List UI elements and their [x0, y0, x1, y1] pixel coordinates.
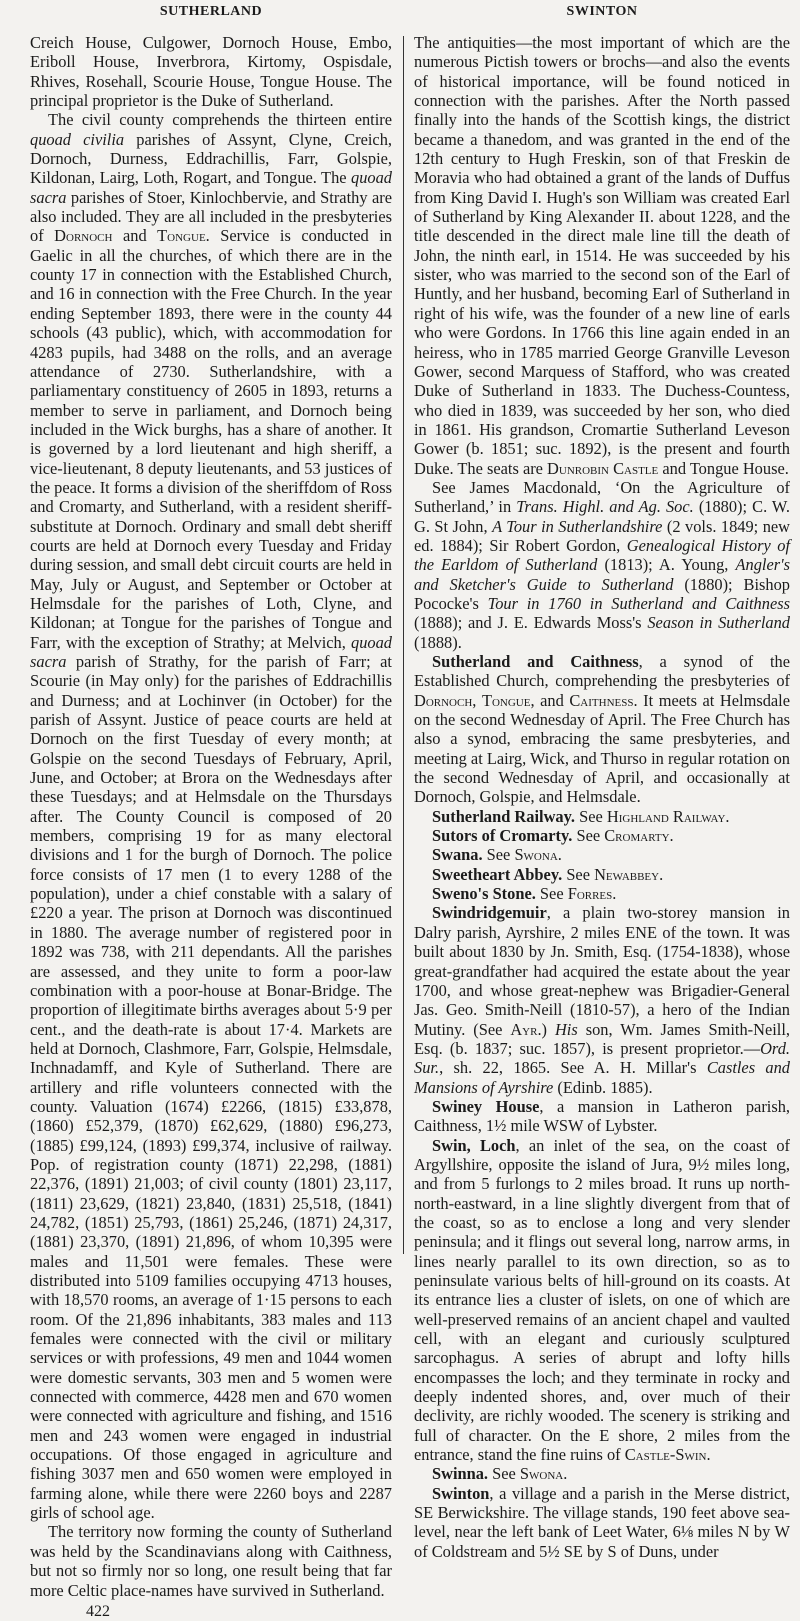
right-column-wrapper [414, 33, 790, 1561]
paragraph [414, 652, 790, 807]
small-caps-text: Newabbey [594, 864, 660, 884]
italic-text: Castles and Mansions of Ayrshire [414, 1058, 790, 1097]
paragraph [414, 884, 790, 903]
entry-headword: Sweno's Stone. [432, 884, 536, 904]
small-caps-text: Dunrobin Castle [547, 458, 659, 478]
small-caps-text: Swona [514, 845, 558, 865]
text-run: See [482, 845, 515, 865]
small-caps-text: Forres [567, 884, 613, 904]
left-column [30, 33, 392, 1600]
text-run: . [706, 1445, 711, 1465]
entry-headword: Swindridgemuir [432, 903, 547, 923]
paragraph [30, 1522, 392, 1599]
text-run: (Edinb. 1885). [553, 1077, 653, 1097]
text-run: See [535, 884, 568, 904]
text-run: The antiquities—the most important of which are the numerous Pictish towers or brochs—and also the events of historical importance, will be found noticed in connection with the parishes. After the North passed finally into the hands of the Scottish kings, the district became a thanedom, and was granted in the end of the 12th century to Hugh Freskin, son of that Freskin de Moravia who had obtained a grant of the lands of Duffus from King David I. Hugh's son William was created Earl of Sutherland by King Alexander II. about 1228, and the title descended in the direct male line till the death of John, the ninth earl, in 1514. He was succeeded by his sister, who was married to the second son of the Earl of Huntly, and her husband, becoming Earl of Sutherland in right of his wife, was the founder of a new line of earls who were Gordons. In 1766 this line again ended in an heiress, who in 1785 married George Granville Leveson Gower, second Marquess of Stafford, who was created Duke of Sutherland in 1833. The Duchess-Countess, who died in 1839, was succeeded by her son, who died in 1861. His grandson, Cromartie Sutherland Leveson Gower (b. 1851; suc. 1892), is the present and fourth Duke. The seats are [414, 33, 790, 478]
text-run: . [612, 884, 617, 904]
left-column-wrapper [30, 33, 392, 1621]
text-run: .) [537, 1019, 555, 1039]
text-run: parishes of Stoer, Kinlochbervie, and Strathy are also included. They are all included in the presbyteries of [30, 187, 392, 246]
italic-text: His [554, 1019, 578, 1039]
text-run: See [562, 864, 595, 884]
paragraph [414, 807, 790, 826]
text-run: The civil county comprehends the thirteen entire [48, 110, 392, 130]
text-run: and [112, 226, 158, 246]
text-run: . [557, 845, 562, 865]
italic-text: Tour in 1760 in Sutherland and Caithness [487, 593, 790, 613]
text-run: . It meets at Helmsdale on the second Wednesday of April. The Free Church has also a synod, embracing the same presbyteries, and meeting at Lairg, Wick, and Thurso in regular rotation on the second Wednesday of April, and occasionally at Dornoch, Golspie, and Helmsdale. [414, 690, 790, 807]
entry-headword: Swinna. [432, 1464, 489, 1484]
text-run: , sh. 22, 1865. See A. H. Millar's [439, 1058, 707, 1078]
text-run: , and [530, 690, 570, 710]
text-run: Creich House, Culgower, Dornoch House, Embo, Eriboll House, Inverbrora, Kirtomy, Ospisdale, Rhives, Rosehall, Scourie House, Tongue House. The principal proprietor is the Duke of Sutherland. [30, 33, 392, 111]
text-run: , an inlet of the sea, on the coast of Argyllshire, opposite the island of Jura, 9½ miles long, and from 5 furlongs to 2 miles broad. It runs up north-north-eastward, in a line slightly divergent from that of the coast, so as to enclose a long and very slender peninsula; and it flings out several long, narrow arms, in lines nearly parallel to its own direction, so as to peninsulate various belts of hill-ground on its coasts. At its entrance lies a cluster of islets, on one of which are well-preserved remains of an ancient chapel and vaulted cell, with an elegant and curiously sculptured sarcophagus. A series of abrupt and lofty hills encompasses the loch; and they terminate in rocky and deeply indented shores, and, over much of their declivity, are richly wooded. The scenery is striking and full of character. On the E shore, 2 miles from the entrance, stand the fine ruins of [414, 1135, 790, 1465]
text-run: (1880); C. W. G. St John, [414, 497, 790, 536]
italic-text: Season in Sutherland [647, 613, 790, 633]
text-run: See [488, 1464, 520, 1484]
column-divider [403, 36, 404, 1254]
entry-headword: Swin, Loch [432, 1135, 516, 1155]
entry-headword: Swinton [432, 1483, 490, 1503]
small-caps-text: Ayr [510, 1019, 538, 1039]
text-run: See James Macdonald, ‘On the Agriculture of Sutherland,’ in [414, 477, 790, 517]
small-caps-text: Tongue [157, 226, 206, 246]
text-run: . [563, 1464, 568, 1484]
text-run: , a village and a parish in the Merse district, SE Berwickshire. The village stands, 190 feet above sea-level, near the left bank of Leet Water, 6⅛ miles N by W of Coldstream and 5½ SE by S of Duns, under [414, 1483, 790, 1561]
running-header-right: SWINTON [566, 4, 638, 19]
entry-headword: Sweetheart Abbey. [432, 864, 563, 884]
text-run: The territory now forming the county of Sutherland was held by the Scandinavians along with Caithness, but not so firmly nor so long, one result being that far more Celtic place-names have survived in Sutherland. [30, 1522, 392, 1600]
italic-text: quoad sacra [30, 632, 392, 671]
text-run: (1888); and J. E. Edwards Moss's [414, 613, 648, 633]
text-run: and Tongue House. [658, 458, 789, 478]
entry-headword: Sutherland and Caithness [432, 652, 639, 671]
italic-text: quoad civilia [30, 129, 125, 149]
text-run: (1880); Bishop Pococke's [414, 574, 790, 613]
paragraph [414, 865, 790, 884]
small-caps-text: Dornoch [54, 226, 113, 246]
small-caps-text: Castle-Swin [624, 1445, 707, 1465]
italic-text: A Tour in Sutherlandshire [492, 516, 663, 536]
text-run: (2 vols. 1849; new ed. 1884); Sir Robert Gordon, [414, 516, 790, 555]
italic-text: Trans. Highl. and Ag. Soc. [516, 497, 694, 517]
text-run: , a plain two-storey mansion in Dalry parish, Ayrshire, 2 miles ENE of the town. It was built about 1830 by Jn. Smith, Esq. (1754-1838), whose great-grandfather had acquired the estate about the year 1700, and whose great-nephew was Brigadier-General Jas. Geo. Smith-Neill (1810-57), a hero of the Indian Mutiny. (See [414, 903, 790, 1039]
entry-headword: Swana. [432, 845, 483, 865]
paragraph [30, 33, 392, 110]
running-header-left: SUTHERLAND [159, 4, 263, 19]
text-run: . [725, 806, 730, 826]
text-run: , a synod of the Established Church, comprehending the presbyteries of [414, 652, 790, 691]
paragraph [414, 1464, 790, 1483]
paragraph [414, 903, 790, 1096]
text-run: . [659, 864, 664, 884]
text-run: . Service is conducted in Gaelic in all the churches, of which there are in the county 17 in connection with the Established Church, and 16 in connection with the Free Church. In the year ending September 1893, there were in the county 44 schools (43 public), which, with accommodation for 4283 pupils, had 3488 on the rolls, and an average attendance of 2730. Sutherlandshire, with a parliamentary constituency of 2605 in 1893, returns a member to serve in parliament, and Dornoch being included in the Wick burghs, has a share of another. It is governed by a lord lieutenant and high sheriff, a vice-lieutenant, 8 deputy lieutenants, and 53 justices of the peace. It forms a division of the sheriffdom of Ross and Cromarty, and Sutherland, with a resident sheriff-substitute at Dornoch. Ordinary and small debt sheriff courts are held at Dornoch every Tuesday and Friday during session, and small debt circuit courts are held in May, July or August, and September or October at Helmsdale for the parishes of Loth, Clyne, and Kildonan; at Tongue for the parishes of Tongue and Farr, with the exception of Strathy; at Melvich, [30, 226, 392, 652]
entry-headword: Swiney House [432, 1096, 540, 1116]
paragraph [414, 33, 790, 478]
italic-text: Angler's and Sketcher's Guide to Sutherland [414, 555, 791, 594]
small-caps-text: Tongue [481, 690, 531, 710]
paragraph [414, 1097, 790, 1136]
paragraph [414, 1136, 790, 1465]
text-run: parish of Strathy, for the parish of Farr; at Scourie (in May only) for the parishes of Eddrachillis and Durness; and at Lochinver (in October) for the parish of Assynt. Justice of peace courts are held at Dornoch on the first Tuesday of every month; at Golspie on the second Tuesdays of February, April, June, and October; at Brora on the Wednesdays after these Tuesdays; and at Helmsdale on the Thursdays after. The County Council is composed of 20 members, comprising 19 for as many electoral divisions and 1 for the burgh of Dornoch. The police force consists of 17 men (1 to every 1288 of the population), under a chief constable with a salary of £220 a year. The prison at Dornoch was discontinued in 1880. The average number of registered poor in 1892 was 738, with 211 dependants. All the parishes are assessed, and they unite to form a poor-law combination with a poor-house at Bonar-Bridge. The proportion of illegitimate births averages about 5·9 per cent., and the death-rate is about 17·4. Markets are held at Dornoch, Clashmore, Farr, Golspie, Helmsdale, Inchnadamff, and Kyle of Sutherland. There are artillery and rifle volunteers connected with the county. Valuation (1674) £2266, (1815) £33,878, (1860) £52,379, (1870) £62,629, (1880) £96,273, (1885) £99,124, (1893) £99,374, inclusive of railway. Pop. of registration county (1871) 22,298, (1881) 22,376, (1891) 21,003; of civil county (1801) 23,117, (1811) 23,629, (1821) 23,840, (1831) 25,518, (1841) 24,782, (1851) 25,793, (1861) 25,246, (1871) 24,317, (1881) 23,370, (1891) 21,896, of whom 10,395 were males and 11,501 were females. These were distributed into 5109 families occupying 4713 houses, with 18,570 rooms, an average of 1·15 persons to each room. Of the 21,896 inhabitants, 383 males and 113 females were connected with the civil or military services or with professions, 49 men and 1044 women were domestic servants, 303 men and 5 women were connected with commerce, 4428 men and 670 women were connected with agriculture and fishing, and 1516 men and 243 women were engaged in industrial occupations. Of those engaged in agriculture and fishing 3037 men and 650 women were employed in farming alone, while there were 2260 boys and 2287 girls of school age. [30, 652, 392, 1523]
small-caps-text: Highland Railway [606, 806, 726, 826]
italic-text: Ord. Sur. [414, 1038, 790, 1078]
entry-headword: Sutherland Railway. [432, 806, 575, 826]
small-caps-text: Caithness [569, 690, 634, 710]
small-caps-text: Swona [519, 1464, 564, 1484]
text-run: , [472, 690, 482, 710]
text-run: (1813); A. Young, [597, 555, 736, 575]
text-run: . [669, 826, 674, 846]
small-caps-text: Dornoch [414, 690, 473, 710]
italic-text: Genealogical History of the Earldom of Sutherland [414, 535, 791, 575]
text-run: , a mansion in Latheron parish, Caithness, 1½ mile WSW of Lybster. [414, 1096, 790, 1136]
italic-text: quoad sacra [30, 168, 392, 207]
text-run: son, Wm. James Smith-Neill, Esq. (b. 1837; suc. 1857), is present proprietor.— [414, 1019, 790, 1058]
text-run: See [572, 826, 605, 846]
paragraph [30, 110, 392, 1522]
paragraph [414, 826, 790, 845]
text-run: parishes of Assynt, Clyne, Creich, Dornoch, Durness, Eddrachillis, Farr, Golspie, Kildonan, Lairg, Loth, Rogart, and Tongue. The [30, 129, 392, 188]
paragraph [414, 1484, 790, 1561]
text-run: (1888). [414, 632, 462, 652]
paragraph [414, 845, 790, 864]
small-caps-text: Cromarty [604, 826, 670, 846]
entry-headword: Sutors of Cromarty. [432, 826, 573, 846]
text-run: See [575, 806, 607, 826]
paragraph [414, 478, 790, 652]
page-number: 422 [86, 1602, 110, 1620]
right-column [414, 33, 790, 1561]
